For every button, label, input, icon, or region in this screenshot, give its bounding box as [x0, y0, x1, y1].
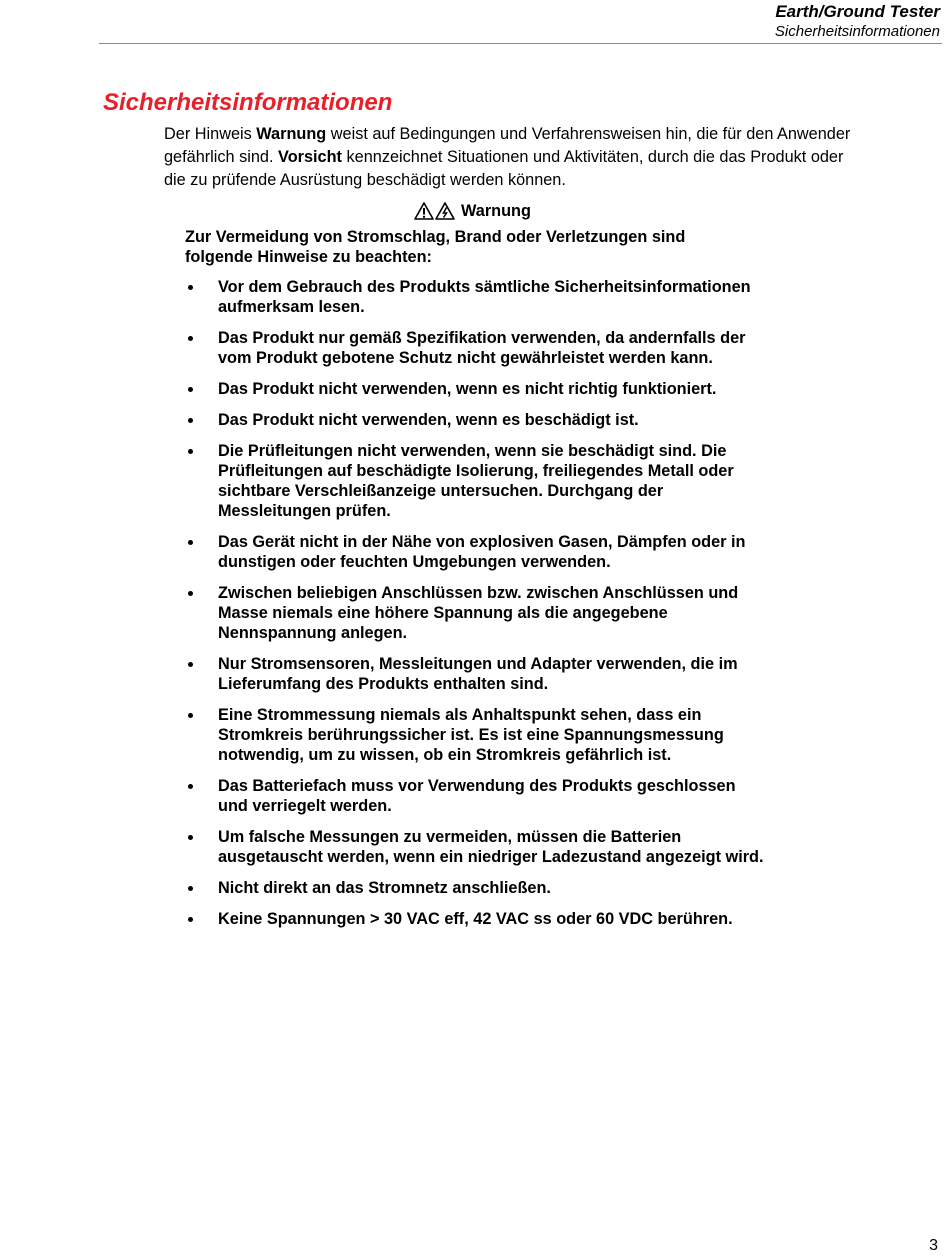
list-item-text: Um falsche Messungen zu vermeiden, müssen die Batterien ausgetauscht werden, wenn ein niedriger Ladezustand angezeigt wird.: [218, 828, 764, 866]
warning-icons: [414, 202, 455, 220]
bullet-icon: [188, 662, 193, 667]
intro-paragraph: [164, 123, 854, 192]
warning-heading-label: Warnung: [461, 202, 531, 220]
list-item: [185, 583, 765, 643]
list-item: [185, 441, 765, 521]
bullet-icon: [188, 449, 193, 454]
list-item: [185, 277, 765, 317]
list-item-text: Nicht direkt an das Stromnetz anschließen.: [218, 879, 551, 897]
intro-text-2: weist auf Bedingungen und Verfahrensweisen hin, die für den Anwender gefährlich sind.: [164, 125, 851, 166]
list-item-text: Das Produkt nicht verwenden, wenn es nicht richtig funktioniert.: [218, 380, 717, 398]
list-item: [185, 827, 765, 867]
warning-triangle-icon: [414, 202, 434, 220]
list-item: [185, 532, 765, 572]
list-item-text: Vor dem Gebrauch des Produkts sämtliche Sicherheitsinformationen aufmerksam lesen.: [218, 278, 751, 316]
page-number: 3: [929, 1237, 938, 1254]
list-item-text: Das Produkt nicht verwenden, wenn es beschädigt ist.: [218, 411, 639, 429]
bullet-icon: [188, 591, 193, 596]
list-item-text: Das Gerät nicht in der Nähe von explosiven Gasen, Dämpfen oder in dunstigen oder feuchten Umgebungen verwenden.: [218, 533, 746, 571]
list-item: [185, 379, 765, 399]
bullet-icon: [188, 285, 193, 290]
intro-text-3: kennzeichnet Situationen und Aktivitäten, durch die das Produkt oder die zu prüfende Ausrüstung beschädigt werden können.: [164, 148, 844, 189]
bullet-icon: [188, 917, 193, 922]
page-title: Sicherheitsinformationen: [103, 89, 393, 116]
list-item-text: Eine Strommessung niemals als Anhaltspunkt sehen, dass ein Stromkreis berührungssicher ist. Es ist eine Spannungsmessung notwendig, um zu wissen, ob ein Stromkreis gefährlich ist.: [218, 706, 724, 764]
list-item-text: Das Produkt nur gemäß Spezifikation verwenden, da andernfalls der vom Produkt gebotene Schutz nicht gewährleistet werden kann.: [218, 329, 746, 367]
header-section-name: Sicherheitsinformationen: [774, 23, 940, 40]
bullet-icon: [188, 387, 193, 392]
list-item: [185, 909, 765, 929]
electric-hazard-triangle-icon: [435, 202, 455, 220]
bullet-icon: [188, 886, 193, 891]
list-item-text: Keine Spannungen > 30 VAC eff, 42 VAC ss oder 60 VDC berühren.: [218, 910, 733, 928]
list-item: [185, 878, 765, 898]
list-item-text: Zwischen beliebigen Anschlüssen bzw. zwischen Anschlüssen und Masse niemals eine höhere Spannung als die angegebene Nennspannung anlegen.: [218, 584, 739, 642]
list-item-text: Das Batteriefach muss vor Verwendung des Produkts geschlossen und verriegelt werden.: [218, 777, 736, 815]
list-item-text: Nur Stromsensoren, Messleitungen und Adapter verwenden, die im Lieferumfang des Produkts enthalten sind.: [218, 655, 738, 693]
header-product-name: Earth/Ground Tester: [775, 2, 940, 21]
running-header: [775, 2, 940, 42]
bullet-icon: [188, 336, 193, 341]
list-item: [185, 654, 765, 694]
bullet-icon: [188, 784, 193, 789]
list-item: [185, 776, 765, 816]
list-item: [185, 410, 765, 430]
warning-heading: [414, 201, 531, 221]
bullet-icon: [188, 835, 193, 840]
bullet-icon: [188, 713, 193, 718]
intro-text-1: Der Hinweis: [164, 125, 257, 143]
warning-lead-text: Zur Vermeidung von Stromschlag, Brand oder Verletzungen sind folgende Hinweise zu beachten:: [185, 228, 686, 266]
intro-term-caution: Vorsicht: [278, 148, 342, 166]
list-item: [185, 705, 765, 765]
bullet-icon: [188, 418, 193, 423]
intro-term-warning: Warnung: [256, 125, 327, 143]
bullet-icon: [188, 540, 193, 545]
list-item-text: Die Prüfleitungen nicht verwenden, wenn sie beschädigt sind. Die Prüfleitungen auf beschädigte Isolierung, freiliegendes Metall oder sichtbare Verschleißanzeige untersuchen. Durchgang der Messleitungen prüfen.: [218, 442, 734, 520]
header-divider: [99, 43, 942, 44]
warning-list: [185, 277, 765, 940]
list-item: [185, 328, 765, 368]
